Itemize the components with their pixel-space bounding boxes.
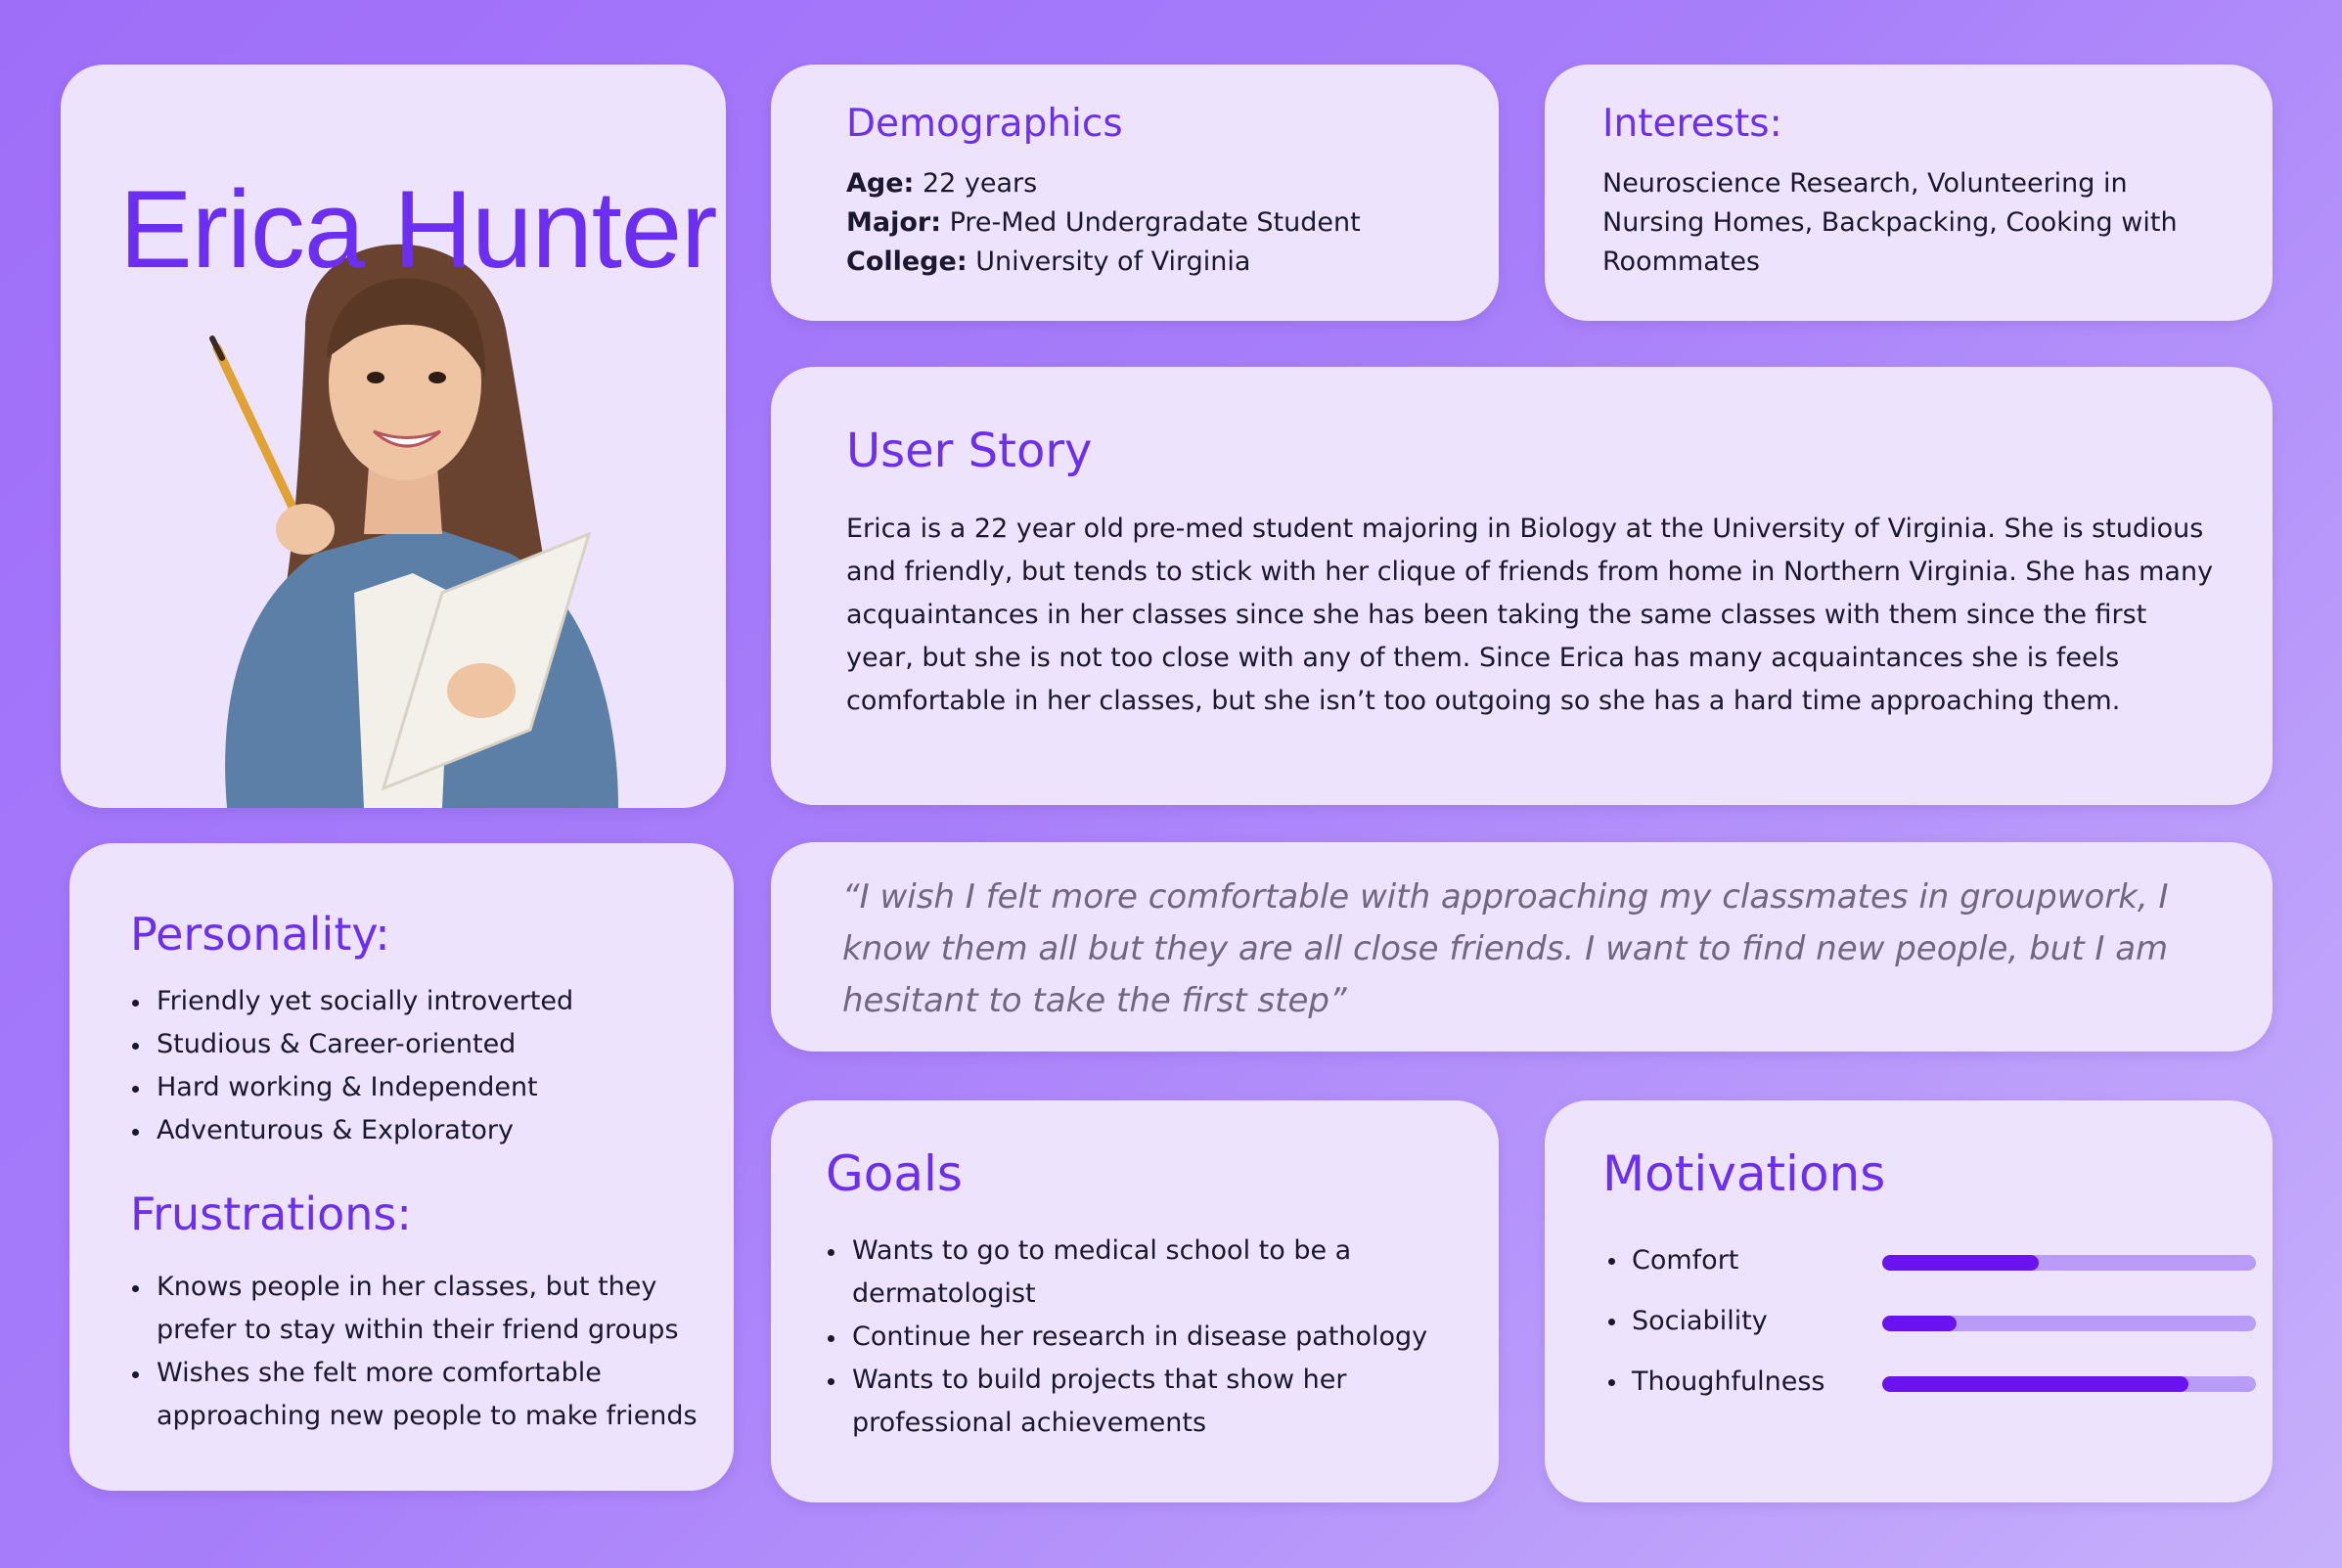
user-story-title: User Story [846, 424, 1093, 478]
interests-title: Interests: [1602, 102, 1782, 146]
motivation-bar-fill [1882, 1316, 1957, 1331]
demographics-card [771, 65, 1499, 321]
user-story-card [771, 367, 2273, 805]
major-value: Pre-Med Undergradate Student [949, 207, 1361, 238]
list-item: Adventurous & Exploratory [157, 1109, 573, 1152]
bullet-dot [1608, 1319, 1615, 1325]
list-item: Wants to go to medical school to be a dermatologist [852, 1230, 1439, 1316]
user-story-text: Erica is a 22 year old pre-med student majoring in Biology at the University of Virginia. She is studious and friendly, but tends to stick with her clique of friends from home in Northern Virginia. She has many acquaintances in her classes since she has been taking the same classes with them since the first year, but she is not too close with any of them. Since Erica has many acquaintances she is feels comfortable in her classes, but she isn’t too outgoing so she has a hard time approaching them. [846, 514, 2214, 716]
personality-title: Personality: [130, 908, 390, 961]
demographic-row-college [846, 243, 1361, 282]
goals-card [771, 1100, 1499, 1502]
motivation-bar-fill [1882, 1255, 2039, 1271]
personality-card [69, 843, 734, 1491]
motivation-label: Comfort [1632, 1245, 1739, 1276]
demographics-title: Demographics [846, 102, 1123, 146]
college-label: College: [846, 246, 968, 277]
motivation-row-comfort [1602, 1239, 2229, 1282]
age-value: 22 years [922, 168, 1038, 199]
motivation-bar-track [1882, 1316, 2256, 1331]
list-item: Hard working & Independent [157, 1066, 573, 1109]
persona-name: Erica Hunter [119, 168, 717, 291]
personality-list [130, 980, 573, 1152]
list-item: Studious & Career-oriented [157, 1023, 573, 1066]
motivations-card [1545, 1100, 2273, 1502]
motivations-title: Motivations [1602, 1145, 1886, 1202]
quote-card [771, 842, 2273, 1052]
list-item: Friendly yet socially introverted [157, 980, 573, 1023]
demographic-row-major [846, 203, 1361, 243]
motivation-bar-track [1882, 1255, 2256, 1271]
list-item: Continue her research in disease pathology [852, 1316, 1439, 1359]
motivation-bar-track [1882, 1376, 2256, 1392]
demographics-list [846, 164, 1361, 282]
motivation-bar-fill [1882, 1376, 2188, 1392]
bullet-dot [1608, 1258, 1615, 1265]
quote-text: “I wish I felt more comfortable with approaching my classmates in groupwork, I know them all but they are all close friends. I want to find new people, but I am hesitant to take the first step” [842, 877, 2169, 1020]
list-item: Wishes she felt more comfortable approaching new people to make friends [157, 1352, 704, 1438]
frustrations-title: Frustrations: [130, 1187, 412, 1240]
bullet-dot [1608, 1379, 1615, 1386]
college-value: University of Virginia [975, 246, 1251, 277]
list-item: Knows people in her classes, but they prefer to stay within their friend groups [157, 1266, 704, 1352]
motivation-label: Thoughfulness [1632, 1366, 1825, 1397]
motivation-row-thoughfulness [1602, 1361, 2229, 1404]
motivation-row-sociability [1602, 1300, 2229, 1343]
list-item: Wants to build projects that show her professional achievements [852, 1359, 1439, 1445]
frustrations-list [130, 1266, 704, 1438]
major-label: Major: [846, 207, 942, 238]
goals-list [826, 1230, 1439, 1445]
motivation-label: Sociability [1632, 1306, 1768, 1336]
interests-card [1545, 65, 2273, 321]
profile-card [61, 65, 726, 808]
demographic-row-age [846, 164, 1361, 203]
interests-text: Neuroscience Research, Volunteering in Nursing Homes, Backpacking, Cooking with Roommates [1602, 168, 2178, 277]
goals-title: Goals [826, 1145, 963, 1202]
age-label: Age: [846, 168, 915, 199]
